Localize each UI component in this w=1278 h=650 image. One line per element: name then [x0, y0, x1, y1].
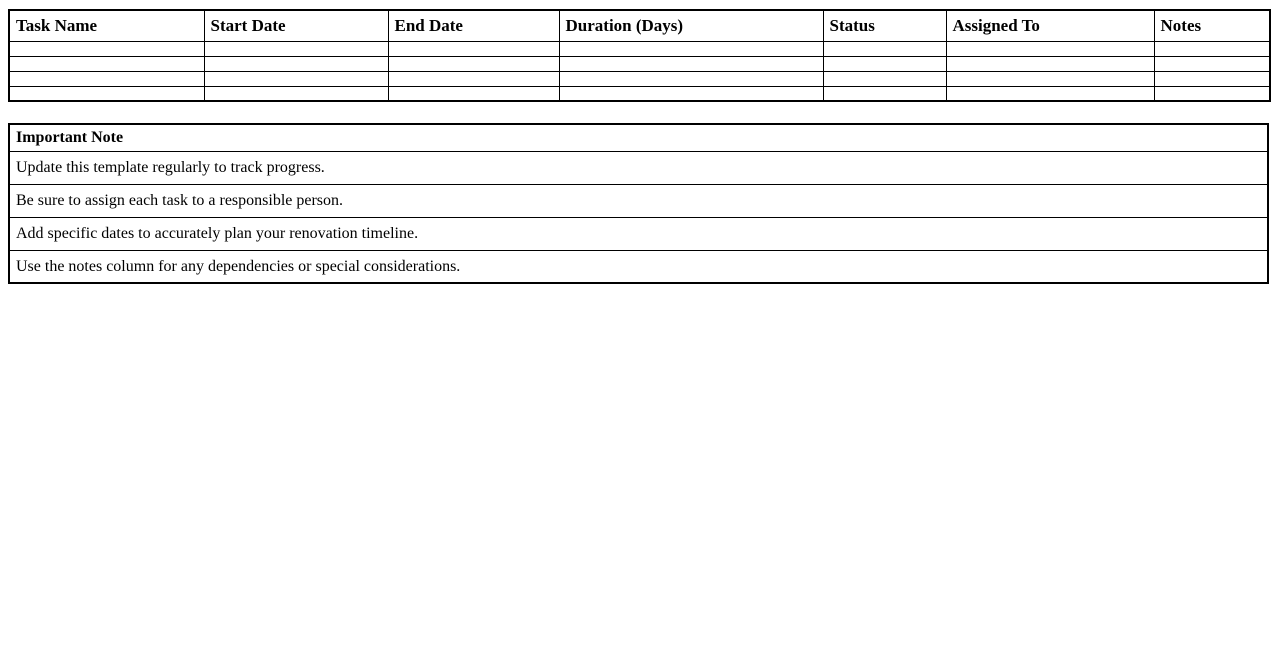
empty-cell	[204, 56, 388, 71]
note-text: Add specific dates to accurately plan your renovation timeline.	[9, 217, 1268, 250]
task-table-empty-row	[9, 41, 1270, 56]
task-table-header-row	[9, 10, 1270, 41]
notes-table-header-row	[9, 124, 1268, 151]
empty-cell	[204, 86, 388, 101]
empty-cell	[946, 41, 1154, 56]
empty-cell	[823, 71, 946, 86]
column-header-end-date: End Date	[388, 10, 559, 41]
empty-cell	[388, 56, 559, 71]
empty-cell	[1154, 71, 1270, 86]
empty-cell	[1154, 41, 1270, 56]
column-header-status: Status	[823, 10, 946, 41]
empty-cell	[946, 86, 1154, 101]
empty-cell	[9, 56, 204, 71]
empty-cell	[559, 41, 823, 56]
column-header-assigned-to: Assigned To	[946, 10, 1154, 41]
empty-cell	[9, 86, 204, 101]
empty-cell	[388, 71, 559, 86]
empty-cell	[388, 41, 559, 56]
notes-table	[8, 123, 1269, 284]
empty-cell	[204, 41, 388, 56]
column-header-start-date: Start Date	[204, 10, 388, 41]
empty-cell	[9, 71, 204, 86]
note-row	[9, 184, 1268, 217]
empty-cell	[204, 71, 388, 86]
note-text: Use the notes column for any dependencies or special considerations.	[9, 250, 1268, 283]
empty-cell	[823, 41, 946, 56]
empty-cell	[9, 41, 204, 56]
empty-cell	[823, 86, 946, 101]
empty-cell	[559, 56, 823, 71]
empty-cell	[823, 56, 946, 71]
note-row	[9, 250, 1268, 283]
empty-cell	[946, 56, 1154, 71]
empty-cell	[1154, 56, 1270, 71]
note-row	[9, 151, 1268, 184]
note-text: Be sure to assign each task to a responsible person.	[9, 184, 1268, 217]
note-row	[9, 217, 1268, 250]
important-note-header: Important Note	[9, 124, 1268, 151]
empty-cell	[1154, 86, 1270, 101]
empty-cell	[388, 86, 559, 101]
column-header-duration: Duration (Days)	[559, 10, 823, 41]
column-header-task-name: Task Name	[9, 10, 204, 41]
column-header-notes: Notes	[1154, 10, 1270, 41]
empty-cell	[559, 86, 823, 101]
empty-cell	[946, 71, 1154, 86]
empty-cell	[559, 71, 823, 86]
task-table	[8, 9, 1271, 102]
task-table-empty-row	[9, 71, 1270, 86]
note-text: Update this template regularly to track progress.	[9, 151, 1268, 184]
task-table-empty-row	[9, 86, 1270, 101]
task-table-empty-row	[9, 56, 1270, 71]
